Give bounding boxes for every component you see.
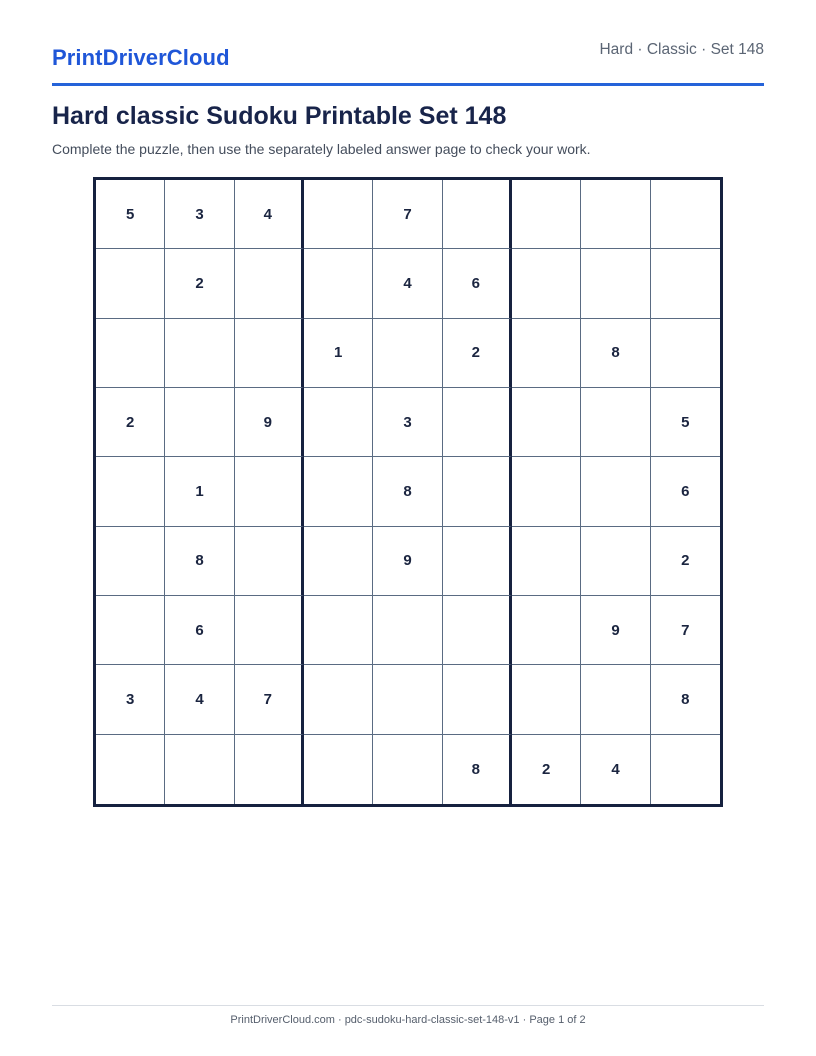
sudoku-cell: 5 [651,388,720,457]
sudoku-cell [581,180,650,249]
sudoku-cell [443,457,512,526]
page-footer: PrintDriverCloud.com · pdc-sudoku-hard-classic-set-148-v1 · Page 1 of 2 [230,1014,586,1026]
sudoku-cell: 2 [651,527,720,596]
sudoku-cell [96,735,165,804]
sudoku-cell: 3 [165,180,234,249]
sudoku-cell [512,388,581,457]
sudoku-cell: 6 [651,457,720,526]
sudoku-cell [304,665,373,734]
footer-divider [52,1005,764,1006]
sudoku-cell: 4 [235,180,304,249]
sudoku-cell [304,735,373,804]
sudoku-cell: 8 [373,457,442,526]
sudoku-cell [165,388,234,457]
sudoku-cell [235,249,304,318]
sudoku-cell: 2 [96,388,165,457]
sudoku-cell [443,665,512,734]
sudoku-cell [512,457,581,526]
sudoku-cell: 8 [651,665,720,734]
sudoku-cell: 2 [512,735,581,804]
sudoku-cell [512,665,581,734]
sudoku-cell [235,596,304,665]
sudoku-cell [373,735,442,804]
sudoku-cell [581,249,650,318]
puzzle-meta: Hard · Classic · Set 148 [599,41,764,58]
sudoku-cell [581,665,650,734]
sudoku-cell [443,388,512,457]
sudoku-cell: 4 [373,249,442,318]
sudoku-cell: 3 [96,665,165,734]
sudoku-cell [235,319,304,388]
sudoku-cell: 3 [373,388,442,457]
sudoku-cell [443,596,512,665]
sudoku-cell: 8 [165,527,234,596]
sudoku-cell [304,388,373,457]
sudoku-cell [512,180,581,249]
sudoku-cell: 6 [443,249,512,318]
sudoku-cell [581,457,650,526]
sudoku-cell [96,319,165,388]
sudoku-cell: 5 [96,180,165,249]
sudoku-cell [96,596,165,665]
sudoku-cell: 1 [304,319,373,388]
sudoku-cell: 7 [235,665,304,734]
sudoku-cell [581,388,650,457]
sudoku-cell [304,527,373,596]
sudoku-cell: 9 [235,388,304,457]
sudoku-cell [443,527,512,596]
sudoku-cell: 6 [165,596,234,665]
page-subtitle: Complete the puzzle, then use the separately labeled answer page to check your work. [52,141,591,157]
sudoku-cell [304,180,373,249]
sudoku-cell [651,319,720,388]
sudoku-cell: 4 [581,735,650,804]
sudoku-cell [651,249,720,318]
sudoku-cell: 8 [581,319,650,388]
sudoku-cell [512,596,581,665]
sudoku-cell [651,735,720,804]
sudoku-cell [373,596,442,665]
sudoku-cell: 8 [443,735,512,804]
sudoku-cell [304,457,373,526]
sudoku-cell [235,735,304,804]
sudoku-cell: 7 [651,596,720,665]
sudoku-cell [235,527,304,596]
sudoku-cell [512,527,581,596]
sudoku-cell: 2 [165,249,234,318]
sudoku-cell [304,249,373,318]
brand-logo: PrintDriverCloud [52,45,230,70]
sudoku-cell [96,457,165,526]
sudoku-cell [165,319,234,388]
sudoku-cell [512,319,581,388]
page-title: Hard classic Sudoku Printable Set 148 [52,102,507,130]
sudoku-cell [443,180,512,249]
sudoku-cell [581,527,650,596]
page-header [52,36,764,86]
sudoku-cell: 4 [165,665,234,734]
sudoku-cell [373,665,442,734]
sudoku-cell [512,249,581,318]
sudoku-cell [235,457,304,526]
sudoku-cell: 9 [373,527,442,596]
sudoku-grid [93,177,723,807]
sudoku-cell [96,249,165,318]
sudoku-cell [304,596,373,665]
sudoku-cell: 2 [443,319,512,388]
sudoku-cell: 9 [581,596,650,665]
sudoku-cell [96,527,165,596]
sudoku-cell: 1 [165,457,234,526]
sudoku-cell [165,735,234,804]
sudoku-cell: 7 [373,180,442,249]
sudoku-cell [651,180,720,249]
sudoku-cell [373,319,442,388]
